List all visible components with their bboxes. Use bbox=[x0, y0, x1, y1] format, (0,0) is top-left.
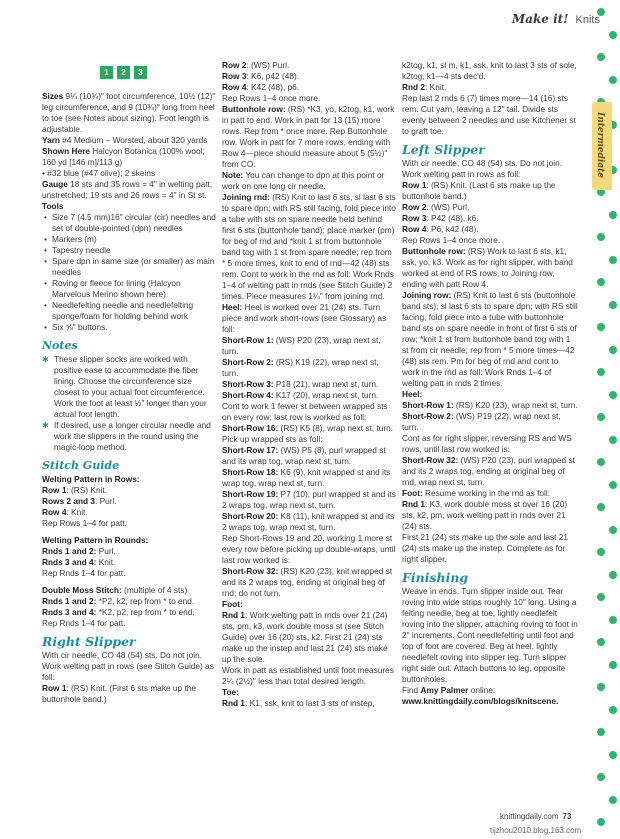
instruction-line bbox=[222, 335, 396, 357]
border-dot bbox=[597, 323, 605, 331]
instruction-line-label: Buttonhole row: bbox=[402, 246, 466, 256]
instruction-line bbox=[402, 389, 578, 400]
instruction-line-label: Short-Row 32: bbox=[222, 566, 279, 576]
spec-line-text: 18 sts and 35 rows = 4" in welting patt, unstretched; 19 sts and 26 rows = 4" in St st. bbox=[42, 179, 213, 200]
spec-line-text: • #32 blue (#47 olive); 2 skeins bbox=[42, 168, 156, 178]
page-number: 73 bbox=[562, 812, 572, 821]
pattern-row-text: Rep Rnds 1–4 for patt. bbox=[42, 618, 126, 628]
spec-line-label: Gauge bbox=[42, 179, 68, 189]
border-dot bbox=[597, 728, 605, 736]
border-dot bbox=[609, 346, 617, 354]
instruction-line-text: (WS) P20 (23), purl wrapped st and its 2 wraps tog, ending at original beg of rnd, wrap next st, turn. bbox=[402, 455, 575, 487]
instruction-line-text: (RS) K5 (8), wrap next st, turn. bbox=[278, 423, 394, 433]
instruction-line bbox=[402, 455, 578, 488]
instruction-line-label: Joining row: bbox=[402, 290, 452, 300]
instruction-line bbox=[222, 610, 396, 665]
instruction-line-text: : P42 (48), k6. bbox=[426, 213, 479, 223]
instruction-line bbox=[222, 665, 396, 687]
pattern-row bbox=[42, 518, 218, 529]
specs bbox=[42, 91, 218, 201]
instruction-line-label: Short-Row 17: bbox=[222, 445, 279, 455]
instruction-line-label: Row 2 bbox=[402, 202, 427, 212]
instruction-line-text: Work in patt as established until foot measures 2¼ (2½)" less than total desired length. bbox=[222, 665, 394, 686]
skill-level-boxes bbox=[100, 66, 218, 79]
border-dot bbox=[597, 818, 605, 826]
instruction-line-label: Heel: bbox=[402, 389, 423, 399]
instruction-line-label: Short-Row 1: bbox=[222, 335, 274, 345]
instruction-line bbox=[402, 213, 578, 224]
border-dot bbox=[597, 548, 605, 556]
instruction-line-text: (WS) P19 (22), wrap next st, turn. bbox=[402, 411, 561, 432]
instruction-line bbox=[402, 93, 578, 137]
instruction-line-label: Row 2 bbox=[222, 60, 247, 70]
instruction-line-text: (RS) K20 (23), wrap next st, turn. bbox=[453, 400, 578, 410]
instruction-line bbox=[222, 599, 396, 610]
pattern-row-label: Rnds 3 and 4: bbox=[42, 557, 97, 567]
instruction-line-text: k2tog, k1, sl m, k1, ssk, knit to last 3 sts of sole, k2tog, k1—4 sts dec'd. bbox=[402, 60, 577, 81]
instruction-line-label: Short-Row 2: bbox=[222, 357, 274, 367]
instruction-line bbox=[402, 400, 578, 411]
instruction-line bbox=[222, 71, 396, 82]
tool-item: • Tapestry needle bbox=[42, 245, 218, 256]
instruction-line-label: Joining rnd: bbox=[222, 192, 270, 202]
spec-line-text: Halcyon Botanica (100% wool; 160 yd [146 m]/113 g) bbox=[42, 146, 205, 167]
border-dot bbox=[597, 683, 605, 691]
instruction-line-label: Rnd 1 bbox=[222, 610, 246, 620]
instruction-line bbox=[402, 202, 578, 213]
tools-title: Tools bbox=[42, 201, 64, 211]
border-dot bbox=[609, 706, 617, 714]
instruction-line-text: P7 (10), purl wrapped st and its 2 wraps tog, wrap next st, turn. bbox=[222, 489, 396, 510]
instruction-line-text: (WS) P20 (23), wrap next st, turn. bbox=[222, 335, 381, 356]
instruction-line-label: Short-Row 18: bbox=[222, 467, 279, 477]
tool-item: • Size 7 (4.5 mm)16" circular (cir) needles and set of double-pointed (dpn) needles bbox=[42, 212, 218, 234]
border-dot bbox=[609, 481, 617, 489]
border-dot bbox=[597, 638, 605, 646]
instruction-line bbox=[222, 357, 396, 379]
notes-title: Notes bbox=[42, 339, 78, 352]
spec-line-label: Shown Here bbox=[42, 146, 90, 156]
footer-site: knittingdaily.com bbox=[500, 812, 559, 821]
right-slipper-title: Right Slipper bbox=[42, 634, 136, 649]
instruction-line bbox=[222, 434, 396, 445]
pattern-row bbox=[42, 485, 218, 496]
instruction-line bbox=[222, 687, 396, 698]
pattern-row bbox=[42, 557, 218, 568]
instruction-line bbox=[222, 511, 396, 533]
instruction-line-label: Rnd 1 bbox=[402, 499, 426, 509]
welting-rnds bbox=[42, 546, 218, 579]
pattern-row-text: *P2, k2; rep from * to end. bbox=[96, 596, 195, 606]
pattern-row bbox=[42, 546, 218, 557]
instruction-line-text: Pick up wrapped sts as foll: bbox=[222, 434, 323, 444]
instruction-line-label: Short-Row 3: bbox=[222, 379, 274, 389]
find-prefix: Find bbox=[402, 685, 421, 695]
instruction-line bbox=[222, 82, 396, 93]
instruction-line-label: Foot: bbox=[222, 599, 243, 609]
pattern-row-text: Rep Rows 1–4 for patt. bbox=[42, 518, 127, 528]
tools-list bbox=[42, 212, 218, 333]
right-row1-text: : (RS) Knit. (First 6 sts make up the buttonhole band.) bbox=[42, 683, 196, 704]
border-dot bbox=[609, 526, 617, 534]
instruction-line-text: Rep Rows 1–4 once more. bbox=[402, 235, 501, 245]
instruction-line-label: Row 4 bbox=[222, 82, 247, 92]
pattern-row-text: : Purl. bbox=[95, 496, 117, 506]
instruction-line-label: Heel: bbox=[222, 302, 243, 312]
moss-rows bbox=[42, 596, 218, 629]
instruction-line bbox=[402, 180, 578, 202]
instruction-line-text: : K42 (48), p6. bbox=[246, 82, 300, 92]
skill-box-1: 1 bbox=[100, 66, 113, 79]
pattern-row-label: Rnds 1 and 2: bbox=[42, 596, 97, 606]
instruction-line bbox=[402, 290, 578, 389]
page-header bbox=[430, 12, 600, 26]
instruction-line-text: (WS) P5 (8), purl wrapped st and its wrap tog, wrap next st, turn. bbox=[222, 445, 386, 466]
instruction-line bbox=[402, 246, 578, 290]
pattern-row-label: Row 4 bbox=[42, 507, 67, 517]
pattern-row-text: *K2, p2; rep from * to end. bbox=[96, 607, 195, 617]
instruction-line bbox=[402, 224, 578, 235]
instruction-line-text: P18 (21), wrap next st, turn. bbox=[273, 379, 379, 389]
instruction-line-label: Toe: bbox=[222, 687, 239, 697]
instruction-line-text: : Knit. bbox=[425, 82, 447, 92]
instruction-line-text: : (RS) Knit. (Last 6 sts make up the buttonhole band.) bbox=[402, 180, 556, 201]
instruction-line-label: Short-Row 16: bbox=[222, 423, 279, 433]
column-2 bbox=[222, 60, 396, 709]
welting-rnds-title: Welting Pattern in Rounds: bbox=[42, 535, 149, 545]
spec-line bbox=[42, 146, 218, 168]
difficulty-label: Intermediate bbox=[595, 112, 605, 179]
instruction-line-text: Rep Rows 1–4 once more. bbox=[222, 93, 321, 103]
instruction-line-label: Short-Row 32: bbox=[402, 455, 459, 465]
instruction-line bbox=[402, 488, 578, 499]
moss-sub: (multiple of 4 sts) bbox=[121, 585, 188, 595]
spec-line-text: #4 Medium – Worsted, about 320 yards bbox=[60, 135, 208, 145]
pattern-row bbox=[42, 496, 218, 507]
instruction-line-label: Short-Row 4: bbox=[222, 390, 274, 400]
tool-item: • Roving or fleece for lining (Halcyon Marvelous Merino shown here) bbox=[42, 278, 218, 300]
instruction-line-text: : P6, k42 (48). bbox=[426, 224, 479, 234]
toe-finish-text bbox=[402, 60, 578, 137]
note-item: ✱ These slipper socks are worked with positive ease to accommodate the fiber lining. Choose the circumference size closest to your actual foot circumference. Work the foot at least ½" longer than your actual foot length. bbox=[42, 354, 218, 420]
pattern-row-text: : Knit. bbox=[66, 507, 88, 517]
instruction-line bbox=[222, 423, 396, 434]
make-it-label: Make it! bbox=[511, 12, 569, 26]
welting-rows-title: Welting Pattern in Rows: bbox=[42, 474, 140, 484]
author-name: Amy Palmer bbox=[420, 685, 469, 695]
instruction-line-label: Note: bbox=[222, 170, 244, 180]
tool-item: • Spare dpn in same size (or smaller) as main needles bbox=[42, 256, 218, 278]
instruction-line-text: Cont to work 1 fewer st between wrapped sts on every row; last row is worked as foll: bbox=[222, 401, 388, 422]
instruction-line bbox=[222, 390, 396, 401]
instruction-line bbox=[402, 158, 578, 180]
instruction-line-text: Rep last 2 rnds 6 (7) times more—14 (16) sts rem. Cut yarn, leaving a 12" tail. Divide sts evenly between 2 needles and use Kitchener st to graft toe. bbox=[402, 93, 576, 136]
pattern-row bbox=[42, 568, 218, 579]
finishing-text: Weave in ends. Turn slipper inside out. Tear roving into wide strips roughly 10" long. Using a felting needle, beg at toe, lightly needlefelt roving into the slipper, attaching roving to foot in 2" increments. Cont needlefelting until foot and top of foot are covered. Beg at heel, lightly needlefelt roving into slipper leg. Turn slipper right side out. Attach buttons to leg, opposite buttonholes. bbox=[402, 586, 578, 684]
tool-item: • Needlefelting needle and needlefelting sponge/foam for holding behind work bbox=[42, 300, 218, 322]
instruction-line bbox=[402, 235, 578, 246]
spec-line-text: 9¼ (10¾)" foot circumference, 10½ (12)" leg circumference, and 9 (10¾)" long from heel to toe (see Notes about sizing). Foot length is adjustable. bbox=[42, 91, 216, 134]
section-label: Knits bbox=[575, 14, 600, 26]
border-dot bbox=[597, 233, 605, 241]
instruction-line bbox=[402, 499, 578, 532]
instruction-line-text: (RS) K20 (23), knit wrapped st and its 2 wraps tog, ending at original beg of rnd; do not turn. bbox=[222, 566, 393, 598]
border-dot bbox=[597, 413, 605, 421]
instruction-line-text: : K3, work double moss st over 16 (20) sts, k2, pm, work welting patt in rnds over 21 (24) sts. bbox=[402, 499, 568, 531]
pattern-row-label: Rnds 1 and 2: bbox=[42, 546, 97, 556]
instruction-line-text: K6 (9), knit wrapped st and its wrap tog, wrap next st, turn. bbox=[222, 467, 391, 488]
welting-rows bbox=[42, 485, 218, 529]
column-3 bbox=[402, 60, 578, 707]
right-row1-label: Row 1 bbox=[42, 683, 67, 693]
instruction-line-text: : (WS) Purl. bbox=[246, 60, 290, 70]
moss-title: Double Moss Stitch: bbox=[42, 585, 122, 595]
instruction-line-label: Row 3 bbox=[222, 71, 247, 81]
column-1 bbox=[42, 66, 218, 705]
instruction-line-text: Heel is worked over 21 (24) sts. Turn piece and work short-rows (see Glossary) as foll: bbox=[222, 302, 387, 334]
instruction-line bbox=[222, 104, 396, 170]
instruction-line bbox=[222, 566, 396, 599]
border-dot bbox=[597, 458, 605, 466]
instruction-line bbox=[402, 532, 578, 565]
instruction-line-label: Rnd 1 bbox=[222, 698, 246, 708]
instruction-line-text: : K6, p42 (48). bbox=[246, 71, 300, 81]
instruction-line-text: K8 (11), knit wrapped st and its 2 wraps tog, wrap next st, turn. bbox=[222, 511, 395, 532]
instruction-line-text: : (WS) Purl. bbox=[426, 202, 470, 212]
spec-line bbox=[42, 91, 218, 135]
instruction-line-text: : Work welting patt in rnds over 21 (24) sts, pm, k3, work double moss st (see Stitch Guide) over 16 (20) sts, k2. First 21 (24) sts make up the instep and last 21 (24) sts make up the sole. bbox=[222, 610, 388, 664]
author-url[interactable]: www.knittingdaily.com/blogs/knitscene. bbox=[402, 696, 559, 706]
instruction-line-label: Row 3 bbox=[402, 213, 427, 223]
instruction-line bbox=[402, 411, 578, 433]
spec-line-label: Yarn bbox=[42, 135, 60, 145]
instruction-line-text: (RS) Knit to last 6 sts, sl last 6 sts to spare dpn; with RS still facing, fold piece into a tube with sts on spare needle held behind first 6 sts (buttonhole band); place marker (pm) for beg of rnd and *knit 1 st from buttonhole band tog with 1 st from spare needle; rep from * 5 more times, knit to end of rnd—42 (48) sts rem. Cont to work in the rnd as foll: Work Rnds 1–4 of welting patt in rnds (see Stitch Guide) 2 times. Piece measures 1¼" from joining rnd. bbox=[222, 192, 396, 301]
instruction-line bbox=[402, 82, 578, 93]
border-dot bbox=[597, 503, 605, 511]
instruction-line-text: With cir needle, CO 48 (54) sts. Do not join. Work welting patt in rows as foll: bbox=[402, 158, 563, 179]
skill-box-3: 3 bbox=[134, 66, 147, 79]
instruction-line-text: (RS) K19 (22), wrap next st, turn. bbox=[222, 357, 379, 378]
instruction-line-text: : K1, ssk, knit to last 3 sts of instep, bbox=[245, 698, 375, 708]
page-footer bbox=[500, 812, 571, 821]
pattern-row-label: Rnds 3 and 4: bbox=[42, 607, 97, 617]
instruction-line bbox=[222, 467, 396, 489]
border-dot bbox=[597, 278, 605, 286]
note-item: ✱ If desired, use a longer circular needle and work the slippers in the round using the magic-loop method. bbox=[42, 420, 218, 453]
instruction-line bbox=[222, 192, 396, 302]
border-dot bbox=[609, 211, 617, 219]
instruction-line-text: You can change to dpn at this point or work on one long cir needle. bbox=[222, 170, 385, 191]
pattern-row-text: Purl. bbox=[96, 546, 116, 556]
left-slipper-text bbox=[402, 158, 578, 565]
border-dot bbox=[609, 256, 617, 264]
border-dot bbox=[609, 571, 617, 579]
left-slipper-title: Left Slipper bbox=[402, 142, 485, 157]
finishing-title: Finishing bbox=[402, 570, 469, 585]
pattern-row-label: Row 1 bbox=[42, 485, 67, 495]
instruction-line bbox=[222, 93, 396, 104]
instruction-line bbox=[222, 170, 396, 192]
instruction-line bbox=[222, 401, 396, 423]
pattern-row-label: Rows 2 and 3 bbox=[42, 496, 96, 506]
difficulty-tab bbox=[592, 102, 612, 190]
border-dot bbox=[609, 616, 617, 624]
instruction-line bbox=[222, 302, 396, 335]
instruction-line-text: (RS) Work to last 6 sts, k1, ssk, yo, k3. Work as for right slipper, with band worked at end of RS rows, to Joining row, ending with patt Row 4. bbox=[402, 246, 573, 289]
instruction-line-label: Row 4 bbox=[402, 224, 427, 234]
spec-line bbox=[42, 168, 218, 179]
tool-item: • Six ⅝" buttons. bbox=[42, 322, 218, 333]
instruction-line bbox=[222, 533, 396, 566]
skill-box-2: 2 bbox=[117, 66, 130, 79]
instruction-line-label: Buttonhole row: bbox=[222, 104, 286, 114]
border-dot bbox=[609, 796, 617, 804]
notes-list bbox=[42, 354, 218, 453]
pattern-row bbox=[42, 607, 218, 618]
pattern-row bbox=[42, 618, 218, 629]
border-dot bbox=[597, 53, 605, 61]
instruction-line-text: Cont as for right slipper, reversing RS and WS rows, until last row worked is: bbox=[402, 433, 572, 454]
instruction-line-label: Row 1 bbox=[402, 180, 427, 190]
instruction-line-label: Short-Row 20: bbox=[222, 511, 279, 521]
pattern-row-text: Knit. bbox=[96, 557, 116, 567]
border-dot bbox=[609, 76, 617, 84]
instruction-line bbox=[222, 698, 396, 709]
stitch-guide-title: Stitch Guide bbox=[42, 459, 120, 472]
instruction-line bbox=[222, 445, 396, 467]
instruction-line-label: Short-Row 1: bbox=[402, 400, 454, 410]
border-dot bbox=[609, 391, 617, 399]
instruction-line bbox=[222, 60, 396, 71]
pattern-row bbox=[42, 507, 218, 518]
border-dot bbox=[597, 593, 605, 601]
instruction-line bbox=[222, 489, 396, 511]
instruction-line-label: Short-Row 19: bbox=[222, 489, 279, 499]
border-dot bbox=[609, 301, 617, 309]
instruction-line-text: (RS) Knit to last 6 sts (buttonhole band sts); sl last 6 sts to spare dpn; with RS still facing, fold piece into a tube with buttonhole band sts on spare needle in front of first 6 sts of row; *knit 1 st from buttonhole band tog with 1 st from cir needle; rep from * 5 more times—42 (48) sts rem. Pm for beg of rnd and cont to work in the rnd as foll: Work Rnds 1–4 of welting patt in rnds 2 times. bbox=[402, 290, 578, 388]
instruction-line bbox=[402, 433, 578, 455]
instruction-line-text: (RS) *K3, yo, k2tog, k1, work in patt to end. Work in patt for 13 (15) more rows. Rep from * once more. Rep Buttonhole row. Work in patt for 7 more rows, ending with Row 4—piece should measure about 5 (5½)" from CO. bbox=[222, 104, 395, 169]
right-intro: With cir needle, CO 48 (54) sts. Do not join. Work welting patt in rows (see Stitch Guide) as foll: bbox=[42, 650, 214, 682]
border-dot bbox=[609, 751, 617, 759]
instruction-line-text: Rep Short-Rows 19 and 20, working 1 more st every row before picking up double-wraps, until last row worked is: bbox=[222, 533, 396, 565]
border-dot bbox=[609, 436, 617, 444]
border-dot bbox=[597, 773, 605, 781]
spec-line bbox=[42, 179, 218, 201]
border-dot bbox=[609, 31, 617, 39]
pattern-row-text: : (RS) Knit. bbox=[66, 485, 108, 495]
instruction-line bbox=[222, 379, 396, 390]
instruction-line bbox=[402, 60, 578, 82]
find-author bbox=[402, 685, 578, 696]
instruction-line-label: Rnd 2 bbox=[402, 82, 426, 92]
pattern-row-text: Rep Rnds 1–4 for patt. bbox=[42, 568, 126, 578]
pattern-row bbox=[42, 596, 218, 607]
watermark: tijzhou2010.blog.163.com bbox=[490, 826, 582, 835]
instruction-line-text: First 21 (24) sts make up the sole and last 21 (24) sts make up the instep. Complete as for right slipper. bbox=[402, 532, 569, 564]
instruction-line-label: Short-Row 2: bbox=[402, 411, 454, 421]
find-suffix: online: bbox=[468, 685, 496, 695]
border-dot bbox=[609, 661, 617, 669]
instruction-line-text: Resume working in the rnd as foll: bbox=[422, 488, 551, 498]
spec-line-label: Sizes bbox=[42, 91, 64, 101]
instruction-line-label: Foot: bbox=[402, 488, 423, 498]
spec-line bbox=[42, 135, 218, 146]
tool-item: • Markers (m) bbox=[42, 234, 218, 245]
border-dot bbox=[597, 368, 605, 376]
instruction-line-text: K17 (20), wrap next st, turn. bbox=[273, 390, 379, 400]
